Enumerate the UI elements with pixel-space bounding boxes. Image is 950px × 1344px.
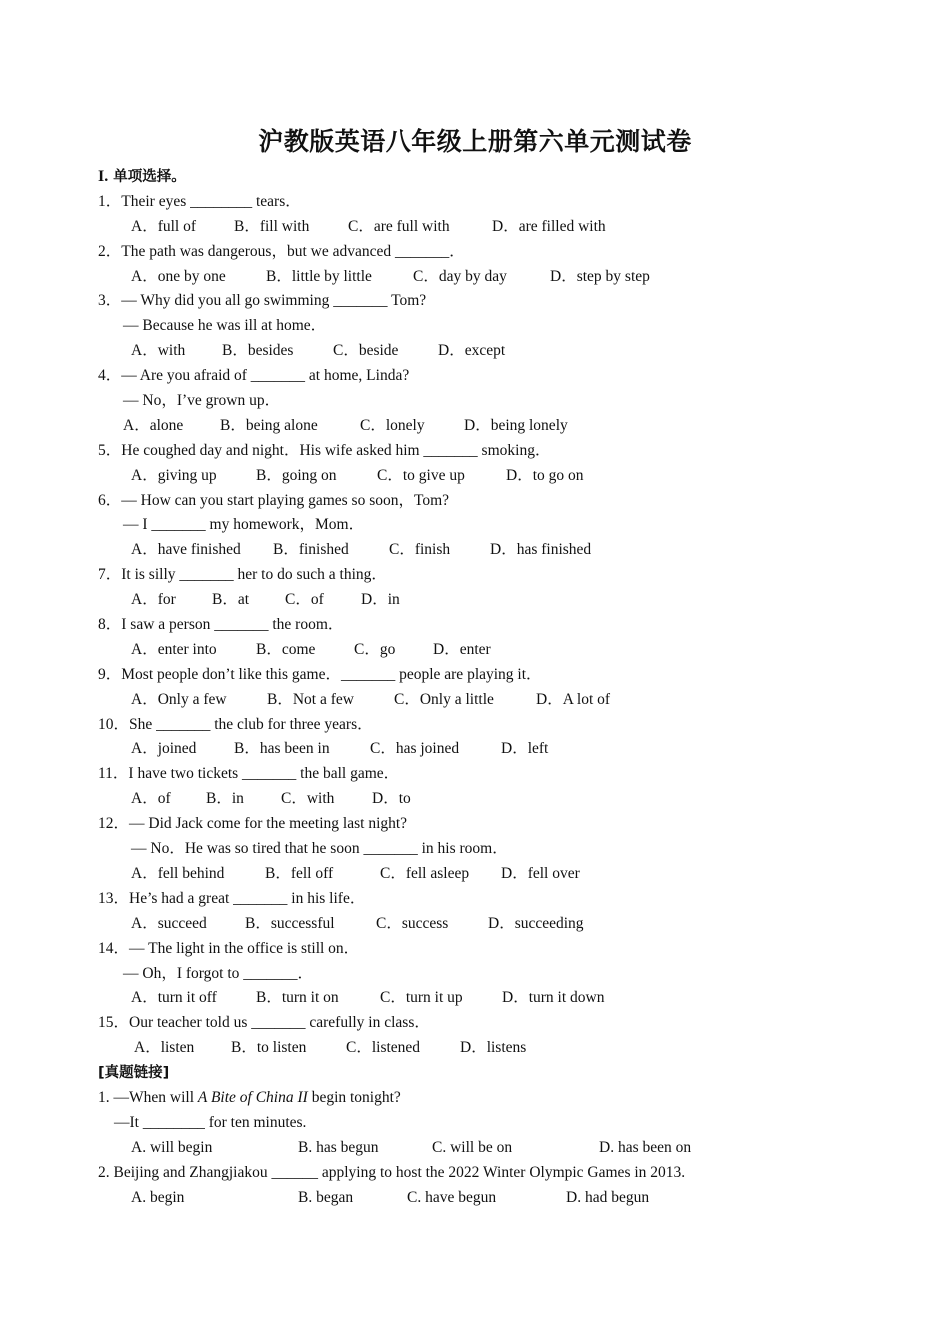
option-row xyxy=(98,1036,898,1061)
question-stem xyxy=(98,1011,898,1036)
option-b[interactable]: B．fill with xyxy=(234,217,310,235)
question-text: 11．I have two tickets _______ the ball game． xyxy=(98,765,400,783)
option-d[interactable]: D．being lonely xyxy=(464,416,568,434)
option-row xyxy=(98,215,898,240)
reply-text: —It ________ for ten minutes. xyxy=(114,1113,307,1131)
option-b[interactable]: B．going on xyxy=(256,466,337,484)
option-d[interactable]: D．to go on xyxy=(506,466,584,484)
option-a[interactable]: A. begin xyxy=(131,1188,185,1206)
option-b[interactable]: B．fell off xyxy=(265,864,334,882)
question-text: 4．— Are you afraid of _______ at home, Linda? xyxy=(98,367,410,385)
option-d[interactable]: D．succeeding xyxy=(488,914,584,932)
option-a[interactable]: A．with xyxy=(131,342,186,360)
reply-text: — Oh，I forgot to _______． xyxy=(123,964,314,982)
question-text: 14．— The light in the office is still on． xyxy=(98,939,360,957)
option-a[interactable]: A．of xyxy=(131,790,171,808)
option-b[interactable]: B．to listen xyxy=(231,1039,307,1057)
option-d[interactable]: D．are filled with xyxy=(492,217,606,235)
question-stem xyxy=(98,762,898,787)
option-a[interactable]: A．giving up xyxy=(131,466,217,484)
option-c[interactable]: C．success xyxy=(376,914,449,932)
option-b[interactable]: B．little by little xyxy=(266,267,372,285)
question-reply xyxy=(98,837,898,862)
option-d[interactable]: D．left xyxy=(501,740,549,758)
option-row xyxy=(98,737,898,762)
option-d[interactable]: D．fell over xyxy=(501,864,580,882)
question-stem xyxy=(98,563,898,588)
option-c[interactable]: C．with xyxy=(281,790,335,808)
question-stem xyxy=(98,439,898,464)
question-list xyxy=(98,165,898,1210)
multiple-choice-questions xyxy=(98,190,898,1061)
real-question-stem xyxy=(98,1086,898,1111)
reply-text: — No．He was so tired that he soon _______ in his room． xyxy=(131,840,508,858)
question-reply xyxy=(98,389,898,414)
option-d[interactable]: D．except xyxy=(438,342,506,360)
option-b[interactable]: B．being alone xyxy=(220,416,318,434)
option-a[interactable]: A．fell behind xyxy=(131,864,225,882)
question-stem xyxy=(98,713,898,738)
option-c[interactable]: C．beside xyxy=(333,342,399,360)
option-d[interactable]: D．turn it down xyxy=(502,989,605,1007)
question-text: 2．The path was dangerous，but we advanced _______． xyxy=(98,242,465,260)
option-c[interactable]: C．are full with xyxy=(348,217,450,235)
question-text: 5．He coughed day and night．His wife asked him _______ smoking． xyxy=(98,441,551,459)
option-c[interactable]: C．go xyxy=(354,640,396,658)
option-b[interactable]: B．come xyxy=(256,640,316,658)
real-question-stem xyxy=(98,1161,898,1186)
question-text: 10．She _______ the club for three years． xyxy=(98,715,373,733)
question-stem xyxy=(98,240,898,265)
question-text: 3．— Why did you all go swimming _______ Tom? xyxy=(98,292,427,310)
question-text: 9．Most people don’t like this game．_______ people are playing it． xyxy=(98,665,542,683)
option-row xyxy=(98,414,898,439)
option-row xyxy=(98,464,898,489)
option-d[interactable]: D. had begun xyxy=(566,1188,650,1206)
question-reply xyxy=(98,513,898,538)
option-c[interactable]: C．has joined xyxy=(370,740,460,758)
option-a[interactable]: A．Only a few xyxy=(131,690,227,708)
option-c[interactable]: C. will be on xyxy=(432,1138,513,1156)
option-b[interactable]: B．turn it on xyxy=(256,989,339,1007)
option-c[interactable]: C．fell asleep xyxy=(380,864,470,882)
question-text: 8．I saw a person _______ the room． xyxy=(98,616,344,634)
option-b[interactable]: B．besides xyxy=(222,342,294,360)
option-d[interactable]: D．enter xyxy=(433,640,491,658)
option-row xyxy=(98,265,898,290)
real-questions-heading: [真题链接] xyxy=(98,1065,170,1082)
option-c[interactable]: C．turn it up xyxy=(380,989,463,1007)
section-heading xyxy=(98,165,898,190)
option-b[interactable]: B．at xyxy=(212,591,250,609)
section-label: 单项选择。 xyxy=(113,169,186,185)
option-d[interactable]: D．step by step xyxy=(550,267,650,285)
option-b[interactable]: B．in xyxy=(206,790,244,808)
option-row xyxy=(98,339,898,364)
option-row xyxy=(98,787,898,812)
question-text: 13．He’s had a great _______ in his life． xyxy=(98,889,366,907)
option-d[interactable]: D．listens xyxy=(460,1039,527,1057)
stem-pre: 1. —When will xyxy=(98,1088,198,1106)
option-row xyxy=(98,588,898,613)
option-a[interactable]: A．full of xyxy=(131,217,197,235)
reply-text: — No，I’ve grown up． xyxy=(123,392,281,410)
question-stem xyxy=(98,364,898,389)
question-text: 1．Their eyes ________ tears． xyxy=(98,192,301,210)
stem-italic: A Bite of China II xyxy=(197,1088,308,1106)
option-a[interactable]: A．have finished xyxy=(131,541,241,559)
real-questions xyxy=(98,1086,898,1210)
option-c[interactable]: C．listened xyxy=(346,1039,421,1057)
option-d[interactable]: D．has finished xyxy=(490,541,592,559)
option-a[interactable]: A. will begin xyxy=(131,1138,213,1156)
page-title: 沪教版英语八年级上册第六单元测试卷 xyxy=(258,127,692,156)
question-stem xyxy=(98,812,898,837)
option-row xyxy=(98,1136,898,1161)
option-c[interactable]: C．day by day xyxy=(413,267,507,285)
question-stem xyxy=(98,663,898,688)
question-text: 2. Beijing and Zhangjiakou ______ applying to host the 2022 Winter Olympic Games in 2013. xyxy=(98,1163,686,1181)
question-text: 7．It is silly _______ her to do such a thing． xyxy=(98,566,387,584)
question-text: 12．— Did Jack come for the meeting last night? xyxy=(98,815,408,833)
option-a[interactable]: A．one by one xyxy=(131,267,226,285)
option-a[interactable]: A．alone xyxy=(123,416,184,434)
option-c[interactable]: C. have begun xyxy=(407,1188,497,1206)
option-a[interactable]: A．listen xyxy=(134,1039,195,1057)
option-b[interactable]: B．has been in xyxy=(234,740,330,758)
option-a[interactable]: A．turn it off xyxy=(131,989,217,1007)
option-c[interactable]: C．of xyxy=(285,591,324,609)
question-reply xyxy=(98,314,898,339)
option-a[interactable]: A．for xyxy=(131,591,176,609)
option-row xyxy=(98,986,898,1011)
question-stem xyxy=(98,613,898,638)
question-stem xyxy=(98,489,898,514)
option-b[interactable]: B．successful xyxy=(245,914,335,932)
question-stem xyxy=(98,190,898,215)
option-b[interactable]: B．finished xyxy=(273,541,349,559)
question-reply xyxy=(98,962,898,987)
option-c[interactable]: C．to give up xyxy=(377,466,465,484)
question-stem xyxy=(98,887,898,912)
option-d[interactable]: D．A lot of xyxy=(536,690,611,708)
option-row xyxy=(98,912,898,937)
option-c[interactable]: C．Only a little xyxy=(394,690,494,708)
option-a[interactable]: A．enter into xyxy=(131,640,217,658)
stem-post: begin tonight? xyxy=(307,1088,401,1106)
question-stem xyxy=(98,289,898,314)
option-a[interactable]: A．joined xyxy=(131,740,197,758)
option-b[interactable]: B．Not a few xyxy=(267,690,354,708)
option-c[interactable]: C．lonely xyxy=(360,416,425,434)
option-a[interactable]: A．succeed xyxy=(131,914,207,932)
question-reply xyxy=(98,1111,898,1136)
reply-text: — I _______ my homework，Mom． xyxy=(123,516,365,534)
option-d[interactable]: D．in xyxy=(361,591,400,609)
question-text: 6．— How can you start playing games so soon，Tom? xyxy=(98,491,450,509)
question-stem xyxy=(98,937,898,962)
option-row xyxy=(98,638,898,663)
option-row xyxy=(98,538,898,563)
option-b[interactable]: B. has begun xyxy=(298,1138,379,1156)
option-d[interactable]: D．to xyxy=(372,790,411,808)
option-b[interactable]: B. began xyxy=(298,1188,354,1206)
option-row xyxy=(98,688,898,713)
option-d[interactable]: D. has been on xyxy=(599,1138,692,1156)
option-c[interactable]: C．finish xyxy=(389,541,451,559)
option-row xyxy=(98,1186,898,1211)
option-row xyxy=(98,862,898,887)
reply-text: — Because he was ill at home． xyxy=(123,317,327,335)
question-text: 15．Our teacher told us _______ carefully in class． xyxy=(98,1014,430,1032)
section-number: I. xyxy=(98,168,109,185)
